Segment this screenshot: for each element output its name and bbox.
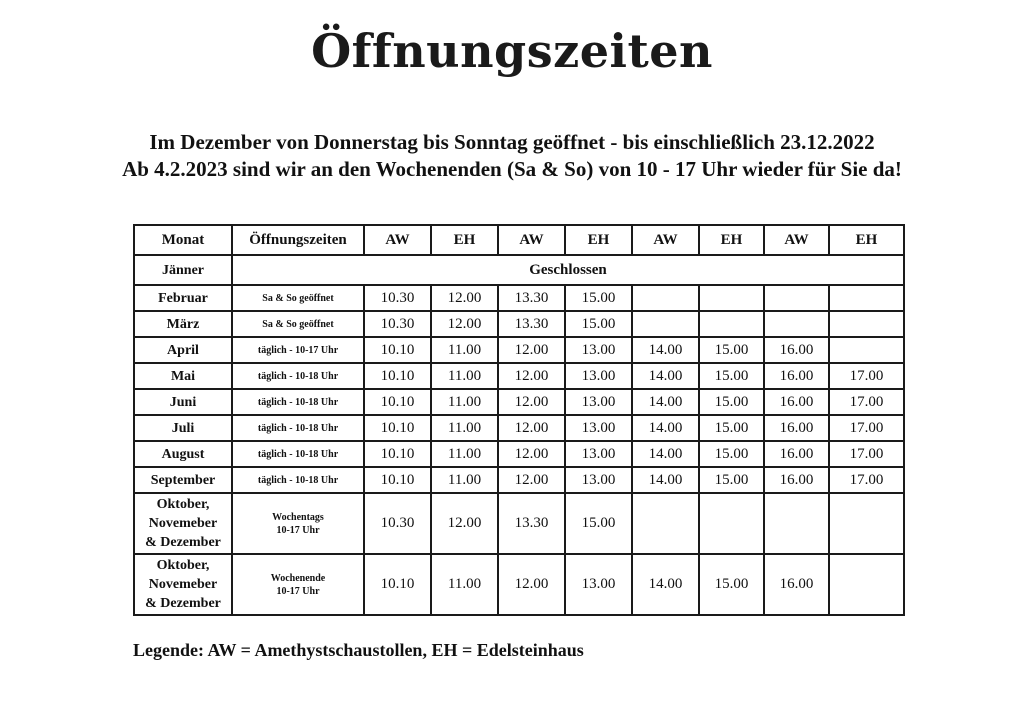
subtitle-weekend: Ab 4.2.2023 sind wir an den Wochenenden (Sa & So) von 10 - 17 Uhr wieder für Sie da! [122, 157, 902, 181]
table-row [134, 337, 904, 363]
tour-time-cell: 16.00 [764, 441, 829, 467]
tour-time-cell: 10.30 [364, 311, 431, 337]
legend: Legende: AW = Amethystschaustollen, EH = Edelsteinhaus [133, 640, 584, 660]
tour-time-cell: 17.00 [829, 441, 904, 467]
month-cell: Juni [134, 389, 232, 415]
month-cell: März [134, 311, 232, 337]
tour-time-cell: 13.30 [498, 285, 565, 311]
table-header-cell: AW [764, 225, 829, 255]
tour-time-cell [829, 493, 904, 554]
table-header-cell: EH [699, 225, 764, 255]
tour-time-cell: 12.00 [498, 467, 565, 493]
tour-time-cell: 11.00 [431, 363, 498, 389]
tour-time-cell [829, 337, 904, 363]
table-header-cell: AW [364, 225, 431, 255]
tour-time-cell: 10.30 [364, 285, 431, 311]
table-header-cell: AW [632, 225, 699, 255]
tour-time-cell: 14.00 [632, 363, 699, 389]
table-header-cell: EH [829, 225, 904, 255]
tour-time-cell: 15.00 [699, 337, 764, 363]
tour-time-cell: 10.10 [364, 415, 431, 441]
opening-hours-cell: Sa & So geöffnet [232, 285, 364, 311]
tour-time-cell: 11.00 [431, 415, 498, 441]
tour-time-cell [829, 554, 904, 615]
tour-time-cell: 13.30 [498, 311, 565, 337]
tour-time-cell: 15.00 [699, 389, 764, 415]
opening-hours-cell: täglich - 10-17 Uhr [232, 337, 364, 363]
tour-time-cell: 17.00 [829, 389, 904, 415]
tour-time-cell [829, 285, 904, 311]
tour-time-cell: 12.00 [498, 363, 565, 389]
tour-time-cell: 16.00 [764, 467, 829, 493]
month-cell: Mai [134, 363, 232, 389]
tour-time-cell: 10.10 [364, 441, 431, 467]
closed-cell: Geschlossen [232, 255, 904, 285]
tour-time-cell: 12.00 [431, 285, 498, 311]
tour-time-cell: 16.00 [764, 554, 829, 615]
opening-hours-cell: Wochentags 10-17 Uhr [232, 493, 364, 554]
table-row [134, 554, 904, 615]
tour-time-cell: 13.00 [565, 389, 632, 415]
opening-hours-cell: täglich - 10-18 Uhr [232, 415, 364, 441]
table-header-cell: Monat [134, 225, 232, 255]
table-header-row [134, 225, 904, 255]
month-cell: Juli [134, 415, 232, 441]
table-row [134, 363, 904, 389]
tour-time-cell: 11.00 [431, 467, 498, 493]
tour-time-cell [632, 311, 699, 337]
tour-time-cell: 10.10 [364, 363, 431, 389]
table-row [134, 311, 904, 337]
tour-time-cell: 15.00 [565, 311, 632, 337]
tour-time-cell: 10.10 [364, 337, 431, 363]
tour-time-cell [764, 493, 829, 554]
tour-time-cell: 15.00 [699, 467, 764, 493]
tour-time-cell: 11.00 [431, 441, 498, 467]
tour-time-cell [764, 311, 829, 337]
tour-time-cell: 10.10 [364, 389, 431, 415]
table-row [134, 415, 904, 441]
tour-time-cell: 14.00 [632, 389, 699, 415]
tour-time-cell: 13.00 [565, 415, 632, 441]
table-header-cell: Öffnungszeiten [232, 225, 364, 255]
tour-time-cell: 15.00 [565, 285, 632, 311]
month-cell: April [134, 337, 232, 363]
tour-time-cell: 11.00 [431, 337, 498, 363]
tour-time-cell: 17.00 [829, 363, 904, 389]
tour-time-cell: 12.00 [431, 311, 498, 337]
month-cell: August [134, 441, 232, 467]
opening-hours-cell: Wochenende 10-17 Uhr [232, 554, 364, 615]
tour-time-cell: 16.00 [764, 363, 829, 389]
tour-time-cell: 13.00 [565, 363, 632, 389]
opening-hours-cell: täglich - 10-18 Uhr [232, 363, 364, 389]
tour-time-cell: 13.00 [565, 441, 632, 467]
tour-time-cell [632, 285, 699, 311]
table-row [134, 493, 904, 554]
tour-time-cell: 14.00 [632, 554, 699, 615]
opening-hours-cell: täglich - 10-18 Uhr [232, 441, 364, 467]
tour-time-cell: 13.00 [565, 467, 632, 493]
tour-time-cell: 15.00 [699, 554, 764, 615]
tour-time-cell: 16.00 [764, 337, 829, 363]
table-header-cell: AW [498, 225, 565, 255]
month-cell: Oktober, Novemeber & Dezember [134, 554, 232, 615]
tour-time-cell: 13.00 [565, 554, 632, 615]
month-cell: Oktober, Novemeber & Dezember [134, 493, 232, 554]
table-row [134, 389, 904, 415]
opening-hours-cell: täglich - 10-18 Uhr [232, 389, 364, 415]
table-row [134, 285, 904, 311]
tour-time-cell: 12.00 [498, 441, 565, 467]
tour-time-cell: 14.00 [632, 467, 699, 493]
tour-time-cell: 16.00 [764, 415, 829, 441]
tour-time-cell: 15.00 [699, 415, 764, 441]
subtitle-december: Im Dezember von Donnerstag bis Sonntag geöffnet - bis einschließlich 23.12.2022 [149, 130, 875, 154]
tour-time-cell: 15.00 [565, 493, 632, 554]
table-row [134, 255, 904, 285]
tour-time-cell: 13.30 [498, 493, 565, 554]
tour-time-cell: 16.00 [764, 389, 829, 415]
tour-time-cell: 15.00 [699, 441, 764, 467]
tour-time-cell [829, 311, 904, 337]
month-cell: September [134, 467, 232, 493]
tour-time-cell: 17.00 [829, 467, 904, 493]
tour-time-cell: 14.00 [632, 415, 699, 441]
opening-hours-cell: Sa & So geöffnet [232, 311, 364, 337]
tour-time-cell: 13.00 [565, 337, 632, 363]
month-cell: Jänner [134, 255, 232, 285]
page-title: Öffnungszeiten [311, 24, 713, 78]
tour-time-cell [699, 285, 764, 311]
tour-time-cell: 15.00 [699, 363, 764, 389]
table-header-cell: EH [431, 225, 498, 255]
month-cell: Februar [134, 285, 232, 311]
tour-time-cell: 12.00 [498, 415, 565, 441]
tour-time-cell: 10.30 [364, 493, 431, 554]
tour-time-cell [632, 493, 699, 554]
tour-time-cell [699, 493, 764, 554]
tour-time-cell: 17.00 [829, 415, 904, 441]
tour-time-cell [699, 311, 764, 337]
opening-hours-cell: täglich - 10-18 Uhr [232, 467, 364, 493]
tour-time-cell: 12.00 [498, 389, 565, 415]
tour-time-cell: 12.00 [431, 493, 498, 554]
tour-time-cell: 10.10 [364, 467, 431, 493]
tour-time-cell [764, 285, 829, 311]
tour-time-cell: 12.00 [498, 554, 565, 615]
tour-time-cell: 11.00 [431, 389, 498, 415]
tour-time-cell: 14.00 [632, 337, 699, 363]
tour-time-cell: 11.00 [431, 554, 498, 615]
table-row [134, 441, 904, 467]
tour-time-cell: 12.00 [498, 337, 565, 363]
tour-time-cell: 14.00 [632, 441, 699, 467]
tour-time-cell: 10.10 [364, 554, 431, 615]
table-header-cell: EH [565, 225, 632, 255]
opening-hours-table [133, 224, 905, 616]
table-row [134, 467, 904, 493]
